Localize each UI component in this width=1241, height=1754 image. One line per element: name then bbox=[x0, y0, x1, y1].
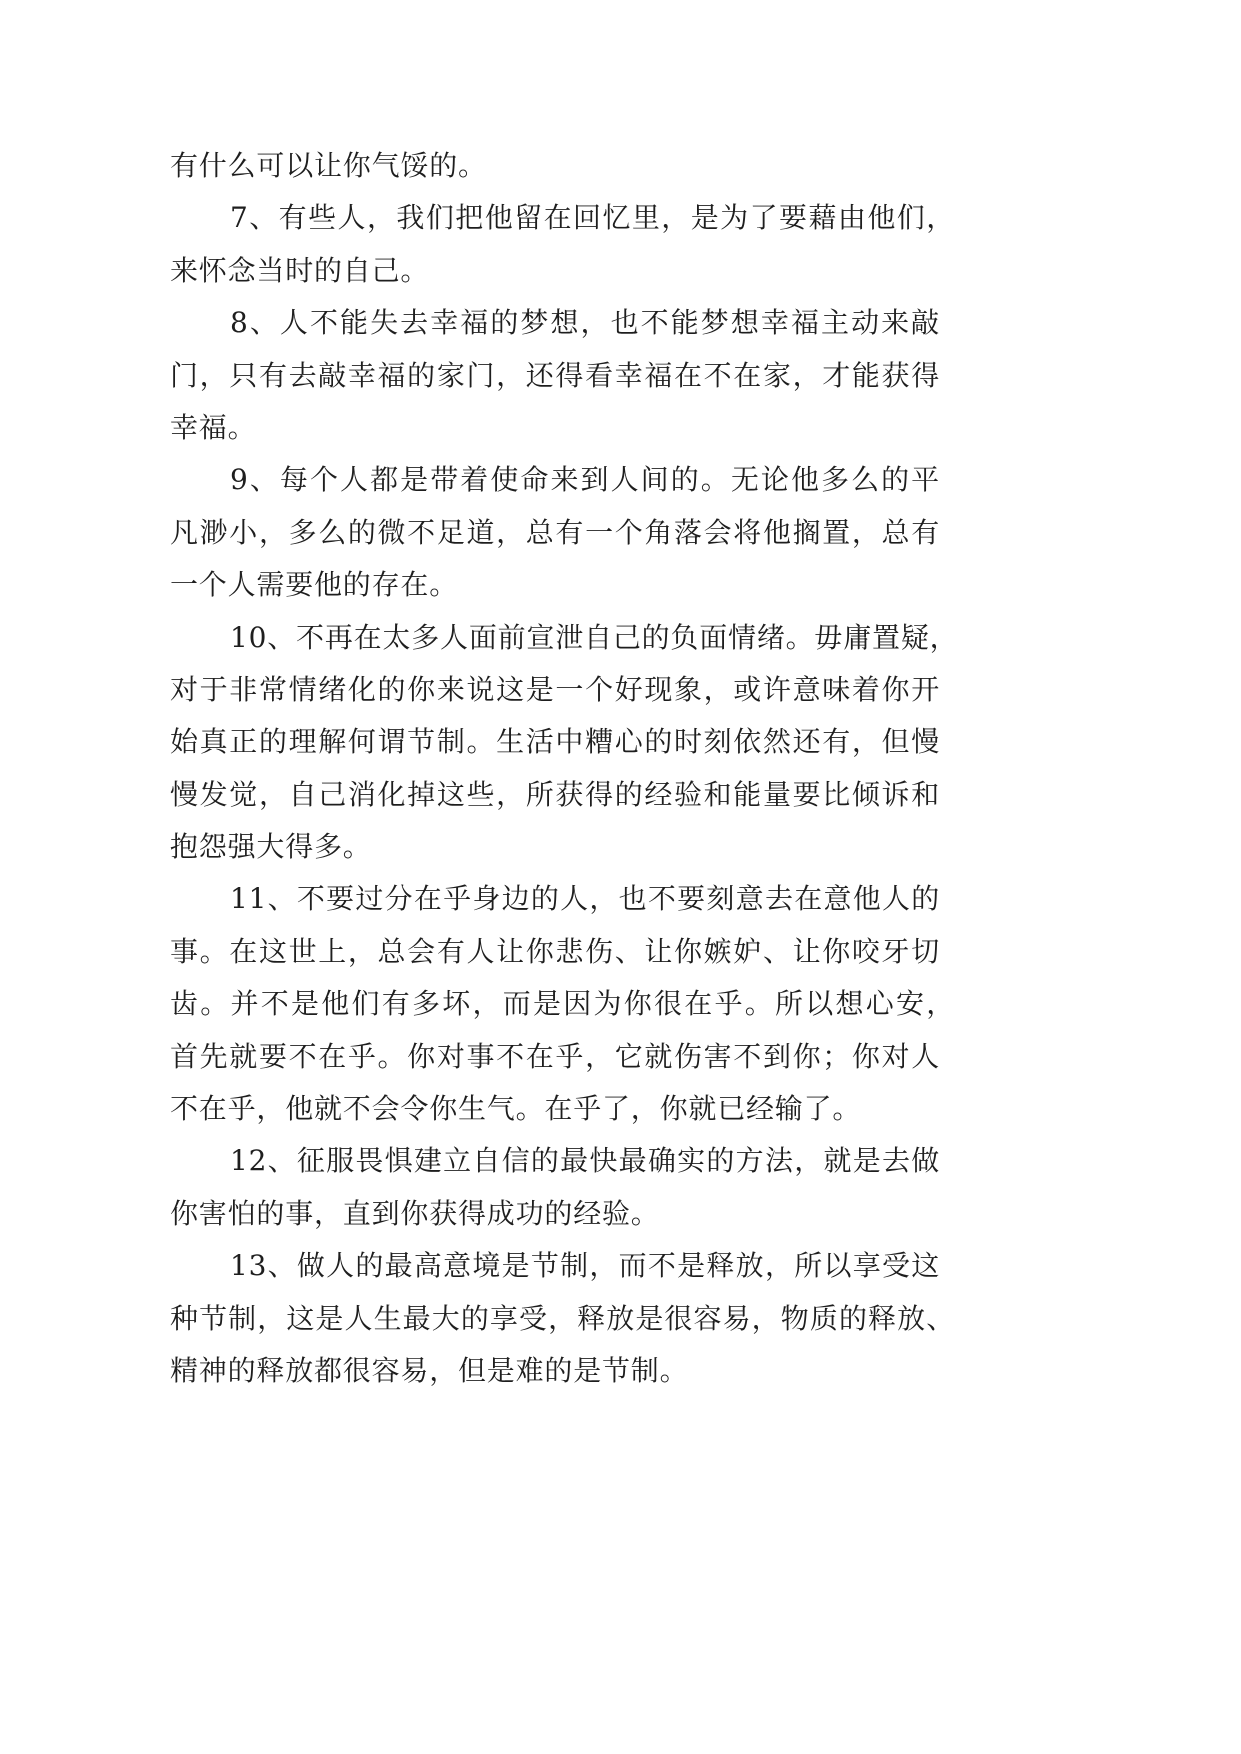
text-line: 8、人不能失去幸福的梦想，也不能梦想幸福主动来敲 bbox=[230, 306, 940, 340]
text-line: 幸福。 bbox=[170, 410, 257, 444]
text-line: 始真正的理解何谓节制。生活中糟心的时刻依然还有，但慢 bbox=[170, 725, 940, 759]
text-line: 10、不再在太多人面前宣泄自己的负面情绪。毋庸置疑， bbox=[230, 620, 959, 654]
paragraph-6-tail bbox=[170, 140, 955, 192]
text-line: 事。在这世上，总会有人让你悲伤、让你嫉妒、让你咬牙切 bbox=[170, 934, 940, 968]
text-line: 对于非常情绪化的你来说这是一个好现象，或许意味着你开 bbox=[170, 672, 940, 706]
paragraph-12 bbox=[170, 1135, 955, 1240]
text-line: 11、不要过分在乎身边的人，也不要刻意去在意他人的 bbox=[230, 882, 940, 916]
text-line: 来怀念当时的自己。 bbox=[170, 253, 430, 287]
text-line: 12、征服畏惧建立自信的最快最确实的方法，就是去做 bbox=[230, 1144, 940, 1178]
text-line: 13、做人的最高意境是节制，而不是释放，所以享受这 bbox=[230, 1249, 940, 1283]
paragraph-10 bbox=[170, 612, 959, 874]
text-line: 你害怕的事，直到你获得成功的经验。 bbox=[170, 1196, 660, 1230]
paragraph-7 bbox=[170, 192, 955, 297]
text-line: 抱怨强大得多。 bbox=[170, 830, 372, 864]
paragraph-8 bbox=[170, 297, 955, 454]
paragraph-11 bbox=[170, 873, 955, 1135]
paragraph-9 bbox=[170, 454, 955, 611]
text-line: 凡渺小，多么的微不足道，总有一个角落会将他搁置，总有 bbox=[170, 515, 940, 549]
text-line: 有什么可以让你气馁的。 bbox=[170, 149, 487, 182]
text-line: 慢发觉，自己消化掉这些，所获得的经验和能量要比倾诉和 bbox=[170, 777, 940, 811]
document-body bbox=[170, 140, 959, 1397]
text-line: 9、每个人都是带着使命来到人间的。无论他多么的平 bbox=[230, 463, 940, 497]
text-line: 齿。并不是他们有多坏，而是因为你很在乎。所以想心安， bbox=[170, 987, 955, 1021]
text-line: 不在乎，他就不会令你生气。在乎了，你就已经输了。 bbox=[170, 1092, 862, 1126]
text-line: 一个人需要他的存在。 bbox=[170, 568, 459, 602]
text-line: 门，只有去敲幸福的家门，还得看幸福在不在家，才能获得 bbox=[170, 358, 940, 392]
text-line: 7、有些人，我们把他留在回忆里，是为了要藉由他们， bbox=[230, 201, 955, 235]
text-line: 精神的释放都很容易，但是难的是节制。 bbox=[170, 1353, 689, 1387]
text-line: 首先就要不在乎。你对事不在乎，它就伤害不到你；你对人 bbox=[170, 1039, 940, 1073]
paragraph-13 bbox=[170, 1240, 955, 1397]
text-line: 种节制，这是人生最大的享受，释放是很容易，物质的释放、 bbox=[170, 1301, 955, 1335]
